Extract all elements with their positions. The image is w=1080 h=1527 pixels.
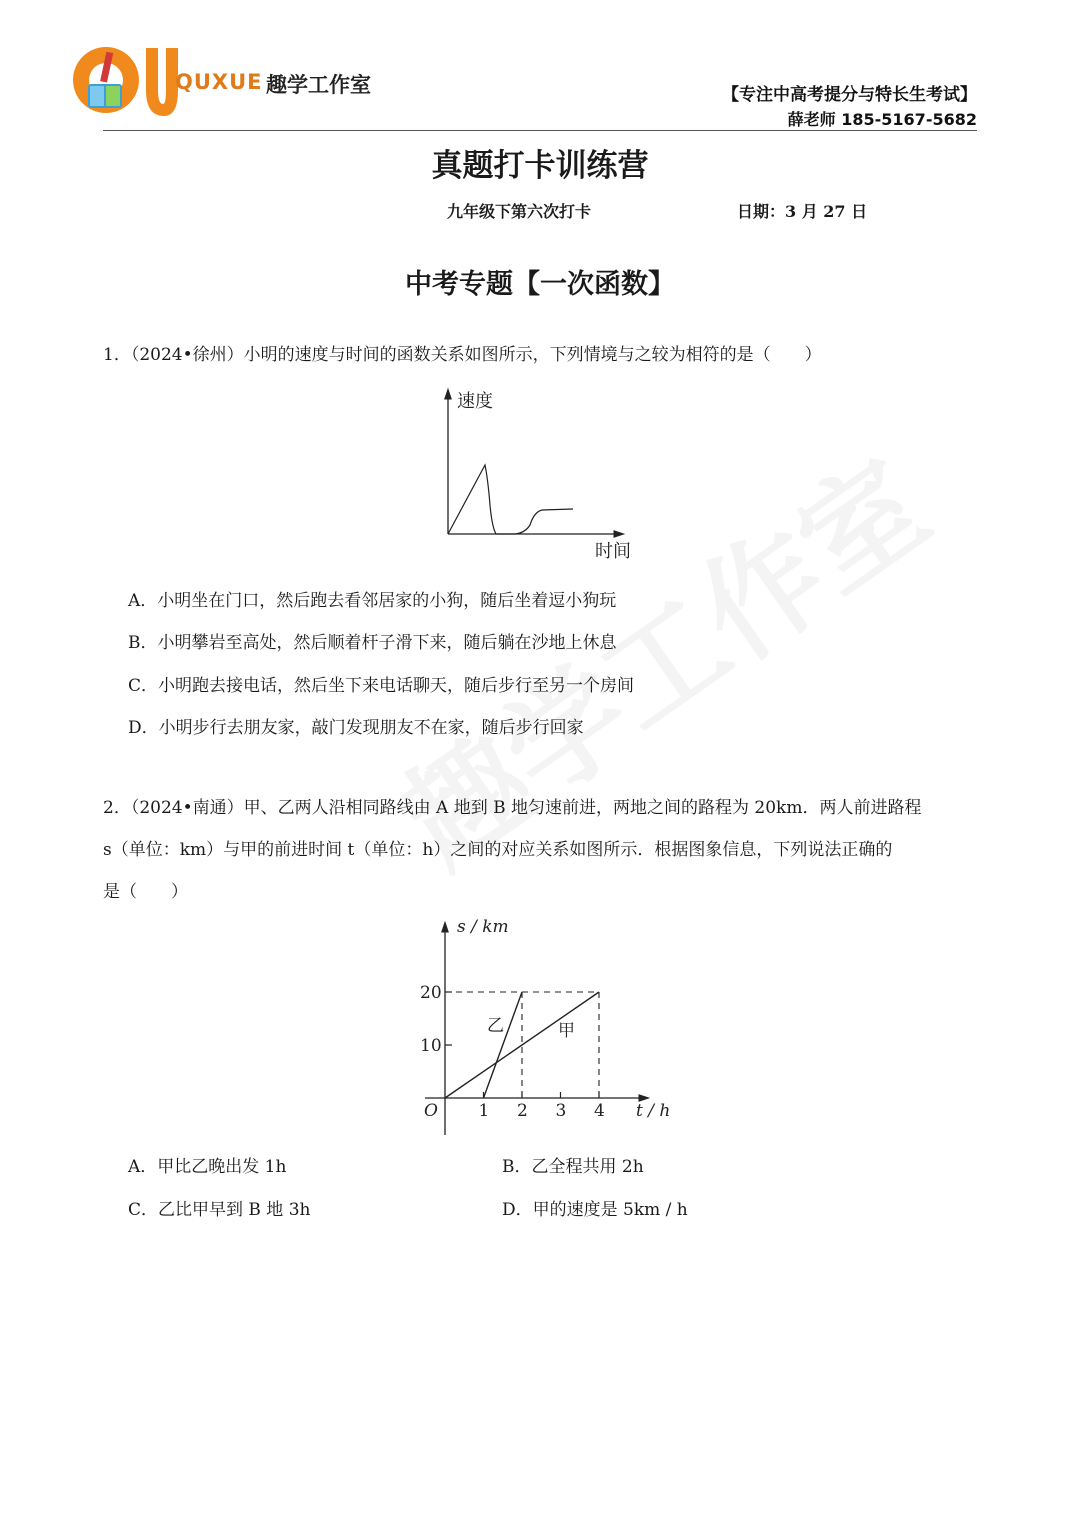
header-teacher-contact: 薛老师 185-5167-5682	[787, 110, 977, 129]
logo-icon	[68, 38, 178, 124]
question-1-stem: 1．（2024•徐州）小明的速度与时间的函数关系如图所示，下列情境与之较为相符的是（ ）	[103, 345, 822, 365]
question-1-option-c: C．小明跑去接电话，然后坐下来电话聊天，随后步行至另一个房间	[128, 676, 635, 696]
q2-x-tick-label: 3	[555, 1101, 567, 1121]
q2-series-label-jia: 甲	[558, 1021, 575, 1041]
q2-origin-label: O	[424, 1101, 438, 1121]
header-divider	[103, 130, 977, 131]
q2-series-yi-line	[484, 992, 523, 1098]
q2-y-tick-label: 10	[420, 1036, 442, 1056]
q1-x-label: 时间	[595, 541, 631, 562]
q1-speed-curve	[448, 465, 573, 534]
q2-y-label: s / km	[457, 917, 509, 937]
question-2-option-a: A．甲比乙晚出发 1h	[128, 1157, 287, 1177]
question-1-option-b: B．小明攀岩至高处，然后顺着杆子滑下来，随后躺在沙地上休息	[128, 633, 617, 653]
topic-heading: 中考专题【一次函数】	[405, 269, 675, 300]
date-label: 日期：3 月 27 日	[737, 202, 868, 221]
logo	[68, 38, 178, 124]
page-title: 真题打卡训练营	[431, 148, 649, 184]
question-1-chart	[430, 385, 650, 574]
q2-x-tick-label: 2	[517, 1101, 528, 1121]
q2-x-tick-label: 1	[478, 1101, 490, 1121]
q2-x-label: t / h	[636, 1101, 671, 1121]
question-2-option-d: D．甲的速度是 5km / h	[502, 1200, 688, 1220]
q2-x-tick-label: 4	[594, 1101, 605, 1121]
logo-en: QUXUE	[175, 70, 263, 94]
question-2-chart	[400, 910, 690, 1144]
q2-series-label-yi: 乙	[487, 1016, 504, 1036]
question-2-option-b: B．乙全程共用 2h	[502, 1157, 644, 1177]
question-2-stem-line-2: s（单位：km）与甲的前进时间 t（单位：h）之间的对应关系如图所示．根据图象信息，下列说法正确的	[103, 840, 893, 860]
question-1-option-a: A．小明坐在门口，然后跑去看邻居家的小狗，随后坐着逗小狗玩	[128, 591, 617, 611]
q1-y-label: 速度	[457, 391, 493, 412]
question-2-option-c: C．乙比甲早到 B 地 3h	[128, 1200, 311, 1220]
question-1-option-d: D．小明步行去朋友家，敲门发现朋友不在家，随后步行回家	[128, 718, 584, 738]
header-tagline: 【专注中高考提分与特长生考试】	[722, 85, 977, 105]
q2-y-tick-label: 20	[420, 983, 442, 1003]
session-label: 九年级下第六次打卡	[447, 202, 592, 221]
question-2-stem-line-3: 是（ ）	[103, 882, 188, 902]
question-2-stem-line-1: 2．（2024•南通）甲、乙两人沿相同路线由 A 地到 B 地匀速前进，两地之间的路程为 20km．两人前进路程	[103, 798, 922, 818]
logo-cn: 趣学工作室	[266, 73, 371, 97]
